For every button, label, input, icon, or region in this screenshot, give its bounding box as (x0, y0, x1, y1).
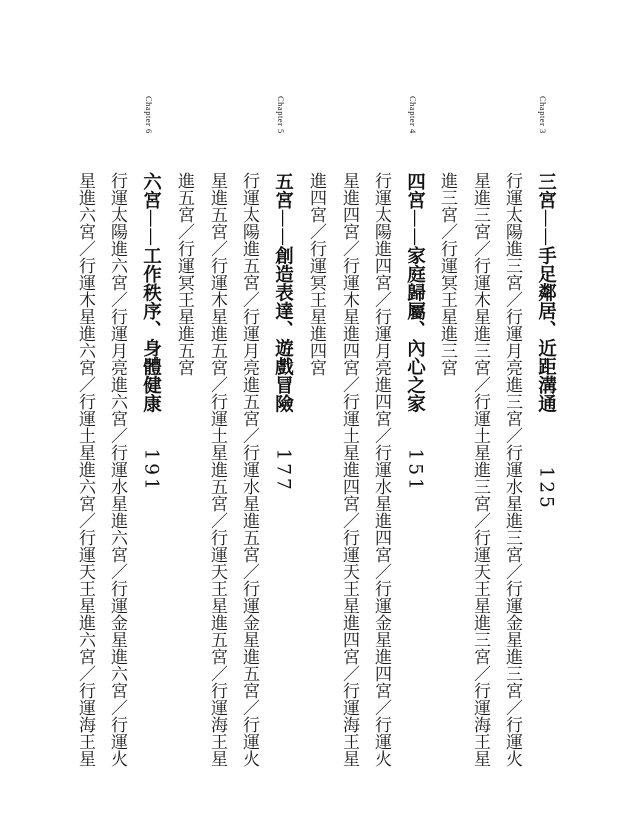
chapter-4-title-line[interactable] (405, 172, 424, 493)
chapter-4-title: 四宮 (404, 172, 426, 209)
chapter-5-page-number: 177 (272, 448, 294, 493)
chapter-3-dash: —— (535, 209, 557, 246)
chapter-5-title: 五宮 (272, 172, 294, 209)
chapter-4-line-1: 行運太陽進四宮／行運月亮進四宮／行運水星進四宮／行運金星進四宮／行運火 (371, 172, 391, 767)
chapter-5-title-line[interactable] (273, 172, 292, 493)
chapter-4-label: Chapter 4 (408, 96, 418, 134)
chapter-5-line-1: 行運太陽進五宮／行運月亮進五宮／行運水星進五宮／行運金星進五宮／行運火 (239, 172, 259, 767)
chapter-3-subtitle: 手足鄰居、近距溝通 (535, 246, 557, 413)
chapter-5-label: Chapter 5 (276, 96, 286, 134)
chapter-3-line-3: 進三宮／行運冥王星進三宮 (437, 172, 457, 376)
chapter-6-label: Chapter 6 (144, 96, 154, 134)
chapter-6-subtitle: 工作秩序、身體健康 (140, 246, 162, 413)
chapter-5-line-2: 星進五宮／行運木星進五宮／行運土星進五宮／行運天王星進五宮／行運海王星 (207, 172, 227, 767)
chapter-6-page-number: 191 (140, 448, 162, 493)
chapter-5-subtitle: 創造表達、遊戲冒險 (272, 246, 294, 413)
chapter-4-subtitle: 家庭歸屬、內心之家 (404, 246, 426, 413)
chapter-3-title: 三宮 (535, 172, 557, 209)
chapter-3-label: Chapter 3 (538, 96, 548, 134)
chapter-5-dash: —— (272, 209, 294, 246)
chapter-4-page-number: 151 (404, 448, 426, 493)
chapter-3-page-number: 125 (535, 466, 557, 511)
chapter-4-line-2: 星進四宮／行運木星進四宮／行運土星進四宮／行運天王星進四宮／行運海王星 (339, 172, 359, 767)
chapter-6-line-2: 星進六宮／行運木星進六宮／行運土星進六宮／行運天王星進六宮／行運海王星 (75, 172, 95, 767)
chapter-4-dash: —— (404, 209, 426, 246)
chapter-6-title: 六宮 (140, 172, 162, 209)
chapter-6-dash: —— (140, 209, 162, 246)
chapter-5-line-3: 進五宮／行運冥王星進五宮 (174, 172, 194, 376)
chapter-3-line-2: 星進三宮／行運木星進三宮／行運土星進三宮／行運天王星進三宮／行運海王星 (470, 172, 490, 767)
chapter-6-line-1: 行運太陽進六宮／行運月亮進六宮／行運水星進六宮／行運金星進六宮／行運火 (107, 172, 127, 767)
chapter-3-title-line[interactable] (536, 172, 555, 511)
chapter-6-title-line[interactable] (141, 172, 160, 493)
chapter-3-line-1: 行運太陽進三宮／行運月亮進三宮／行運水星進三宮／行運金星進三宮／行運火 (502, 172, 522, 767)
chapter-4-line-3: 進四宮／行運冥王星進四宮 (306, 172, 326, 376)
